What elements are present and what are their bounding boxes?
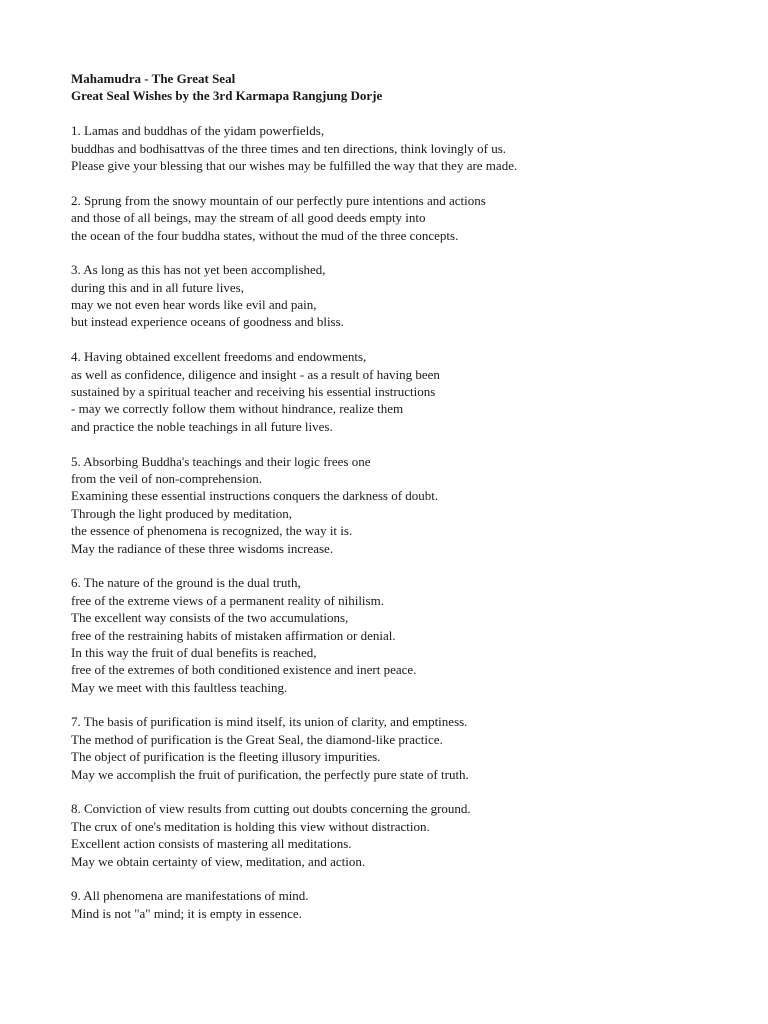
- verse-line: 4. Having obtained excellent freedoms and endowments,: [71, 349, 367, 365]
- verse-line: The object of purification is the fleeting illusory impurities.: [71, 749, 381, 765]
- verse-line: from the veil of non-comprehension.: [71, 470, 262, 486]
- stanza-7: [71, 713, 751, 783]
- verse-line: Mind is not "a" mind; it is empty in essence.: [71, 905, 302, 921]
- stanza-5: [71, 453, 751, 557]
- verse-line: may we not even hear words like evil and pain,: [71, 297, 317, 313]
- stanza-9: [71, 887, 751, 922]
- verse-line: 8. Conviction of view results from cutting out doubts concerning the ground.: [71, 801, 471, 817]
- verse-line: Please give your blessing that our wishes may be fulfilled the way that they are made.: [71, 157, 518, 173]
- stanza-1: [71, 122, 751, 174]
- verse-line: The crux of one's meditation is holding this view without distraction.: [71, 818, 430, 834]
- verse-line: 6. The nature of the ground is the dual truth,: [71, 575, 301, 591]
- verse-line: - may we correctly follow them without hindrance, realize them: [71, 401, 404, 417]
- stanza-3: [71, 261, 751, 331]
- verse-line: May we accomplish the fruit of purification, the perfectly pure state of truth.: [71, 766, 469, 782]
- verse-line: sustained by a spiritual teacher and receiving his essential instructions: [71, 384, 436, 400]
- title-block: [71, 70, 751, 105]
- stanza-6: [71, 574, 751, 696]
- verse-line: and practice the noble teachings in all future lives.: [71, 418, 333, 434]
- verse-line: The method of purification is the Great Seal, the diamond-like practice.: [71, 731, 443, 747]
- verse-line: Through the light produced by meditation,: [71, 505, 292, 521]
- stanza-4: [71, 348, 751, 435]
- verse-line: 2. Sprung from the snowy mountain of our perfectly pure intentions and actions: [71, 192, 486, 208]
- stanza-8: [71, 800, 751, 870]
- document-subtitle: Great Seal Wishes by the 3rd Karmapa Rangjung Dorje: [71, 88, 383, 104]
- verse-line: buddhas and bodhisattvas of the three times and ten directions, think lovingly of us.: [71, 140, 507, 156]
- verse-line: May we meet with this faultless teaching.: [71, 679, 288, 695]
- verse-line: May we obtain certainty of view, meditation, and action.: [71, 853, 366, 869]
- verse-line: Examining these essential instructions conquers the darkness of doubt.: [71, 488, 439, 504]
- verse-line: 7. The basis of purification is mind itself, its union of clarity, and emptiness.: [71, 714, 468, 730]
- verse-line: Excellent action consists of mastering all meditations.: [71, 836, 352, 852]
- verse-line: free of the restraining habits of mistaken affirmation or denial.: [71, 627, 396, 643]
- verse-line: May the radiance of these three wisdoms increase.: [71, 540, 334, 556]
- verse-line: The excellent way consists of the two accumulations,: [71, 610, 349, 626]
- verse-line: and those of all beings, may the stream of all good deeds empty into: [71, 210, 426, 226]
- verse-line: free of the extremes of both conditioned existence and inert peace.: [71, 662, 417, 678]
- verse-line: In this way the fruit of dual benefits is reached,: [71, 644, 317, 660]
- verse-line: 9. All phenomena are manifestations of mind.: [71, 888, 309, 904]
- verse-line: the essence of phenomena is recognized, the way it is.: [71, 523, 353, 539]
- document-body: [71, 70, 751, 940]
- stanza-2: [71, 192, 751, 244]
- verse-line: but instead experience oceans of goodness and bliss.: [71, 314, 344, 330]
- verse-line: during this and in all future lives,: [71, 279, 244, 295]
- verse-line: as well as confidence, diligence and insight - as a result of having been: [71, 366, 440, 382]
- verse-line: 1. Lamas and buddhas of the yidam powerfields,: [71, 123, 325, 139]
- verse-line: 3. As long as this has not yet been accomplished,: [71, 262, 326, 278]
- document-title: Mahamudra - The Great Seal: [71, 71, 236, 86]
- verse-line: 5. Absorbing Buddha's teachings and their logic frees one: [71, 453, 371, 469]
- verse-line: free of the extreme views of a permanent reality of nihilism.: [71, 592, 384, 608]
- verse-line: the ocean of the four buddha states, without the mud of the three concepts.: [71, 227, 459, 243]
